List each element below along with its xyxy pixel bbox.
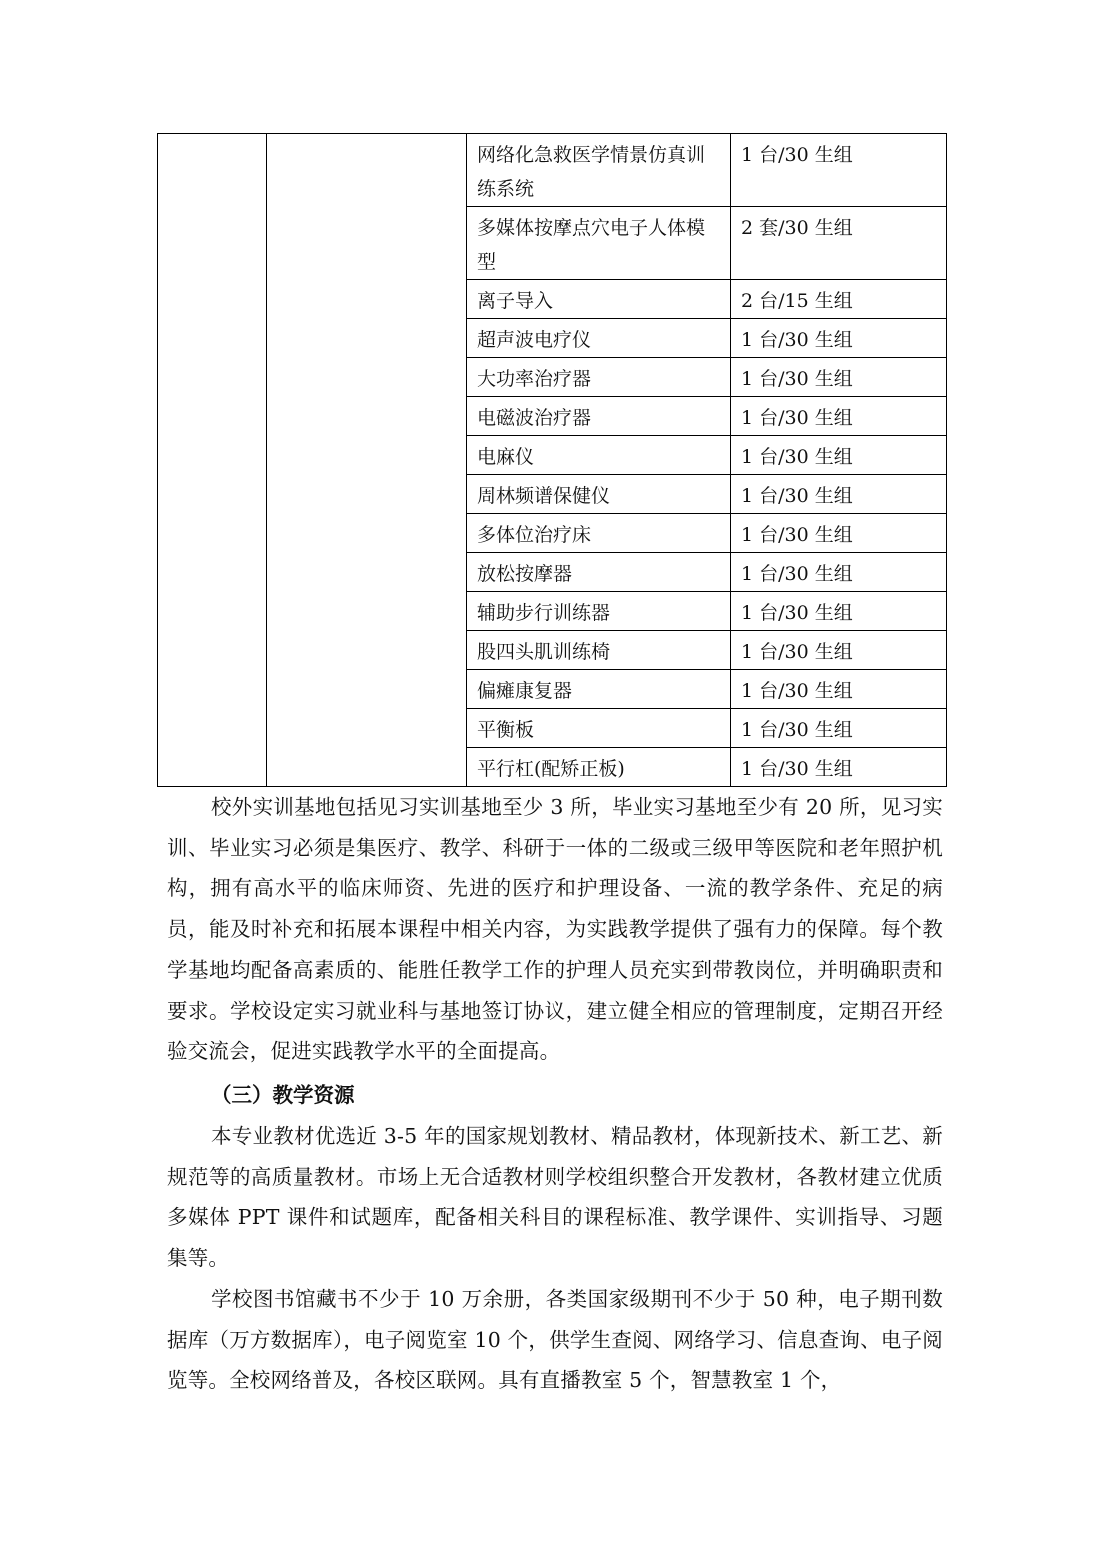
equipment-quantity-cell: 1 台/30 生组 — [731, 475, 947, 514]
paragraph-training-bases: 校外实训基地包括见习实训基地至少 3 所，毕业实习基地至少有 20 所，见习实训、毕业实习必须是集医疗、教学、科研于一体的二级或三级甲等医院和老年照护机构，拥有高水平的临床师资、先进的医疗和护理设备、一流的教学条件、充足的病员，能及时补充和拓展本课程中相关内容，为实践教学提供了强有力的保障。每个教学基地均配备高素质的、能胜任教学工作的护理人员充实到带教岗位，并明确职责和要求。学校设定实习就业科与基地签订协议，建立健全相应的管理制度，定期召开经验交流会，促进实践教学水平的全面提高。 — [167, 795, 943, 1064]
equipment-quantity-cell: 2 套/30 生组 — [731, 207, 947, 280]
equipment-name-cell: 平衡板 — [467, 709, 731, 748]
category-cell — [158, 134, 267, 787]
equipment-table-body — [158, 134, 947, 787]
equipment-name-cell: 辅助步行训练器 — [467, 592, 731, 631]
equipment-name-cell: 离子导入 — [467, 280, 731, 319]
equipment-table — [157, 133, 947, 787]
equipment-name-cell: 超声波电疗仪 — [467, 319, 731, 358]
equipment-name-cell: 股四头肌训练椅 — [467, 631, 731, 670]
equipment-name-cell: 多媒体按摩点穴电子人体模型 — [467, 207, 731, 280]
equipment-name-cell: 网络化急救医学情景仿真训练系统 — [467, 134, 731, 207]
equipment-quantity-cell: 1 台/30 生组 — [731, 709, 947, 748]
paragraph-textbooks: 本专业教材优选近 3-5 年的国家规划教材、精品教材，体现新技术、新工艺、新规范等的高质量教材。市场上无合适教材则学校组织整合开发教材，各教材建立优质多媒体 PPT 课件和试题库，配备相关科目的课程标准、教学课件、实训指导、习题集等。 — [167, 1124, 943, 1271]
equipment-name-cell: 多体位治疗床 — [467, 514, 731, 553]
equipment-name-cell: 平行杠(配矫正板) — [467, 748, 731, 787]
equipment-quantity-cell: 1 台/30 生组 — [731, 436, 947, 475]
equipment-quantity-cell: 1 台/30 生组 — [731, 748, 947, 787]
equipment-quantity-cell: 1 台/30 生组 — [731, 134, 947, 207]
equipment-quantity-cell: 1 台/30 生组 — [731, 319, 947, 358]
equipment-quantity-cell: 1 台/30 生组 — [731, 358, 947, 397]
subcategory-cell — [267, 134, 467, 787]
paragraph-library: 学校图书馆藏书不少于 10 万余册，各类国家级期刊不少于 50 种，电子期刊数据库（万方数据库），电子阅览室 10 个，供学生查阅、网络学习、信息查询、电子阅览等。全校网络普及，各校区联网。具有直播教室 5 个，智慧教室 1 个， — [167, 1287, 943, 1393]
equipment-quantity-cell: 1 台/30 生组 — [731, 397, 947, 436]
equipment-quantity-cell: 2 台/15 生组 — [731, 280, 947, 319]
equipment-quantity-cell: 1 台/30 生组 — [731, 514, 947, 553]
equipment-quantity-cell: 1 台/30 生组 — [731, 592, 947, 631]
table-row — [158, 134, 947, 207]
equipment-name-cell: 偏瘫康复器 — [467, 670, 731, 709]
equipment-quantity-cell: 1 台/30 生组 — [731, 631, 947, 670]
equipment-name-cell: 电磁波治疗器 — [467, 397, 731, 436]
section-heading-teaching-resources: （三）教学资源 — [211, 1083, 355, 1107]
equipment-name-cell: 大功率治疗器 — [467, 358, 731, 397]
equipment-quantity-cell: 1 台/30 生组 — [731, 553, 947, 592]
equipment-name-cell: 电麻仪 — [467, 436, 731, 475]
equipment-name-cell: 周林频谱保健仪 — [467, 475, 731, 514]
equipment-quantity-cell: 1 台/30 生组 — [731, 670, 947, 709]
equipment-name-cell: 放松按摩器 — [467, 553, 731, 592]
